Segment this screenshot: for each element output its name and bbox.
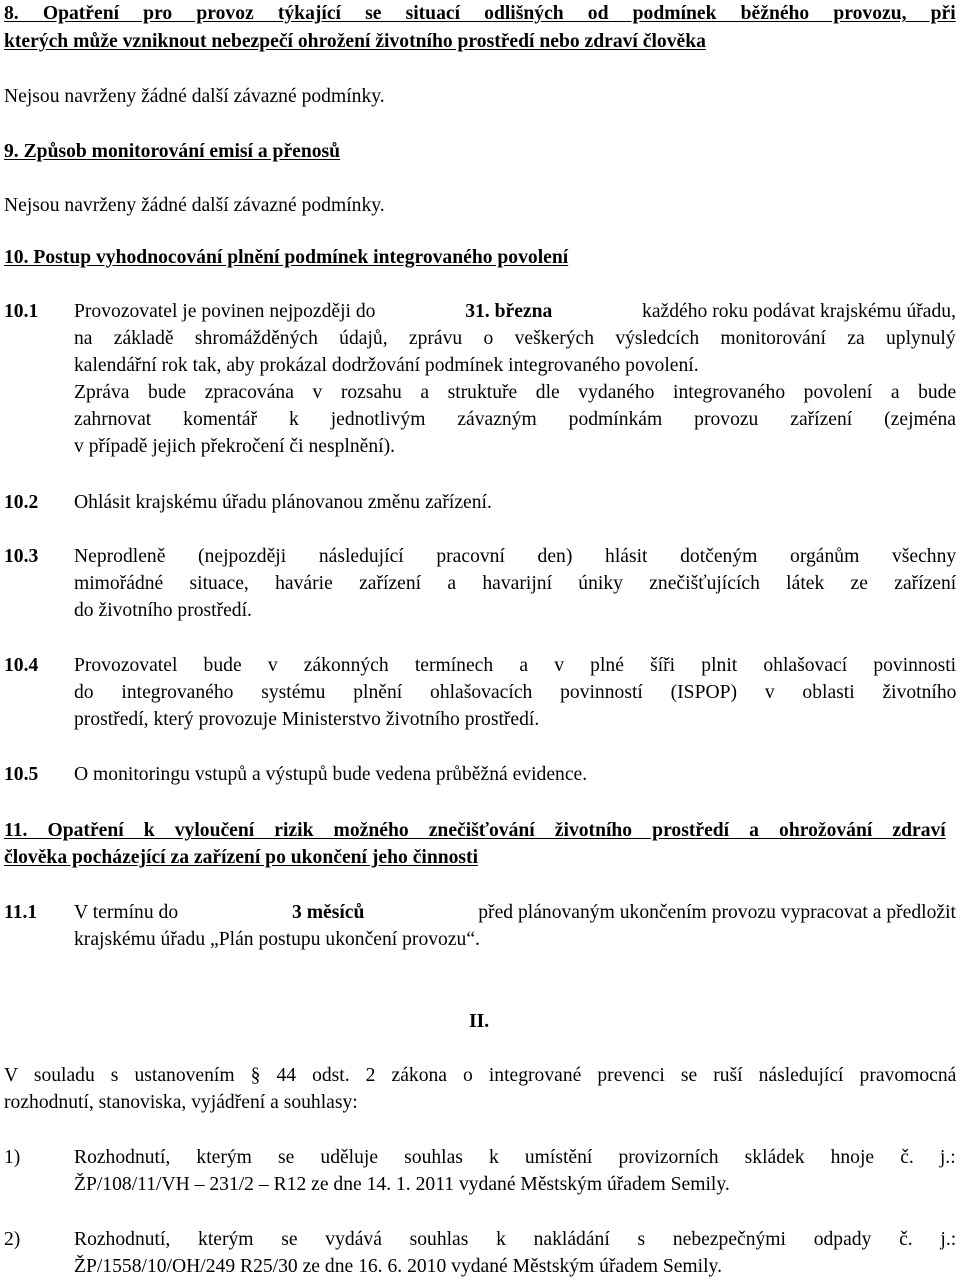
item-10-2-line-1: Ohlásit krajskému úřadu plánovanou změnu zařízení. (74, 492, 492, 513)
item-10-4-line-2: do integrovaného systému plnění ohlašovacích povinností (ISPOP) v oblasti životního (74, 682, 957, 703)
item-10-4-number: 10.4 (4, 655, 39, 676)
item-10-5-number: 10.5 (4, 764, 39, 785)
item-10-1-line-6: v případě jejich překročení či nesplnění). (74, 436, 395, 457)
item-10-1-line-3: kalendářní rok tak, aby prokázal dodržování podmínek integrovaného povolení. (74, 355, 699, 376)
item-10-3-line-1: Neprodleně (nejpozději následující pracovní den) hlásit dotčeným orgánům všechny (74, 546, 957, 567)
item-10-1-line-2: na základě shromážděných údajů, zprávu o veškerých výsledcích monitorování za uplynulý (74, 328, 956, 349)
item-10-3-line-2: mimořádné situace, havárie zařízení a havarijní úniky znečišťujících látek ze zařízení (74, 573, 957, 594)
part-2-item-1-line-1: Rozhodnutí, kterým se uděluje souhlas k umístění provizorních skládek hnoje č. j.: (74, 1147, 956, 1168)
item-10-1-line-1 (74, 302, 956, 322)
item-11-1-line-1-a: V termínu do (74, 902, 184, 923)
item-10-4-line-3: prostředí, který provozuje Ministerstvo životního prostředí. (74, 709, 540, 730)
section-9-text: Nejsou navrženy žádné další závazné podmínky. (4, 195, 385, 216)
item-10-1-line-5: zahrnovat komentář k jednotlivým závazným podmínkám provozu zařízení (zejména (74, 409, 956, 430)
item-10-1-line-1-c: každého roku podávat krajskému úřadu, (637, 301, 956, 322)
part-2-item-2-line-1: Rozhodnutí, kterým se vydává souhlas k nakládání s nebezpečnými odpady č. j.: (74, 1229, 957, 1250)
item-10-3-number: 10.3 (4, 546, 39, 567)
part-2-heading: II. (469, 1011, 490, 1032)
item-10-1-deadline: 31. března (465, 301, 553, 322)
item-11-1-line-2: krajskému úřadu „Plán postupu ukončení provozu“. (74, 929, 480, 950)
part-2-item-2-number: 2) (4, 1229, 21, 1250)
part-2-item-1-line-2: ŽP/108/11/VH – 231/2 – R12 ze dne 14. 1. 2011 vydané Městským úřadem Semily. (74, 1174, 730, 1195)
section-11-heading-line-2: člověka pocházející za zařízení po ukončení jeho činnosti (4, 847, 479, 868)
section-9-heading (4, 142, 340, 162)
section-8-heading-line-1: 8. Opatření pro provoz týkající se situací odlišných od podmínek běžného provozu, při (4, 3, 956, 24)
section-9-title: Způsob monitorování emisí a přenosů (18, 141, 341, 162)
section-8-text: Nejsou navrženy žádné další závazné podmínky. (4, 86, 385, 107)
section-11-heading-line-1: 11. Opatření k vyloučení rizik možného znečišťování životního prostředí a ohrožování zdraví (4, 820, 946, 841)
part-2-intro-line-1: V souladu s ustanovením § 44 odst. 2 zákona o integrované prevenci se ruší následující pravomocná (4, 1065, 957, 1086)
section-10-number: 10. (4, 247, 29, 268)
section-10-heading (4, 248, 568, 268)
section-10-title: Postup vyhodnocování plnění podmínek integrovaného povolení (28, 247, 569, 268)
part-2-item-2-line-2: ŽP/1558/10/OH/249 R25/30 ze dne 16. 6. 2010 vydané Městským úřadem Semily. (74, 1256, 722, 1277)
item-10-1-line-4: Zpráva bude zpracována v rozsahu a struktuře dle vydaného integrovaného povolení a bude (74, 382, 957, 403)
section-9-number: 9. (4, 141, 19, 162)
item-10-5-line-1: O monitoringu vstupů a výstupů bude vedena průběžná evidence. (74, 764, 588, 785)
part-2-item-1-number: 1) (4, 1147, 21, 1168)
part-2-intro-line-2: rozhodnutí, stanoviska, vyjádření a souhlasy: (4, 1092, 358, 1113)
item-11-1-number: 11.1 (4, 902, 38, 923)
item-11-1-deadline: 3 měsíců (292, 902, 365, 923)
item-11-1-line-1 (74, 903, 956, 923)
item-10-1-line-1-a: Provozovatel je povinen nejpozději do (74, 301, 381, 322)
item-11-1-line-1-c: před plánovaným ukončením provozu vypracovat a předložit (473, 902, 956, 923)
item-10-2-number: 10.2 (4, 492, 39, 513)
item-10-4-line-1: Provozovatel bude v zákonných termínech a v plné šíři plnit ohlašovací povinnosti (74, 655, 957, 676)
item-10-1-number: 10.1 (4, 301, 39, 322)
section-8-heading-line-2: kterých může vzniknout nebezpečí ohrožení životního prostředí nebo zdraví člověka (4, 31, 706, 52)
item-10-3-line-3: do životního prostředí. (74, 600, 252, 621)
